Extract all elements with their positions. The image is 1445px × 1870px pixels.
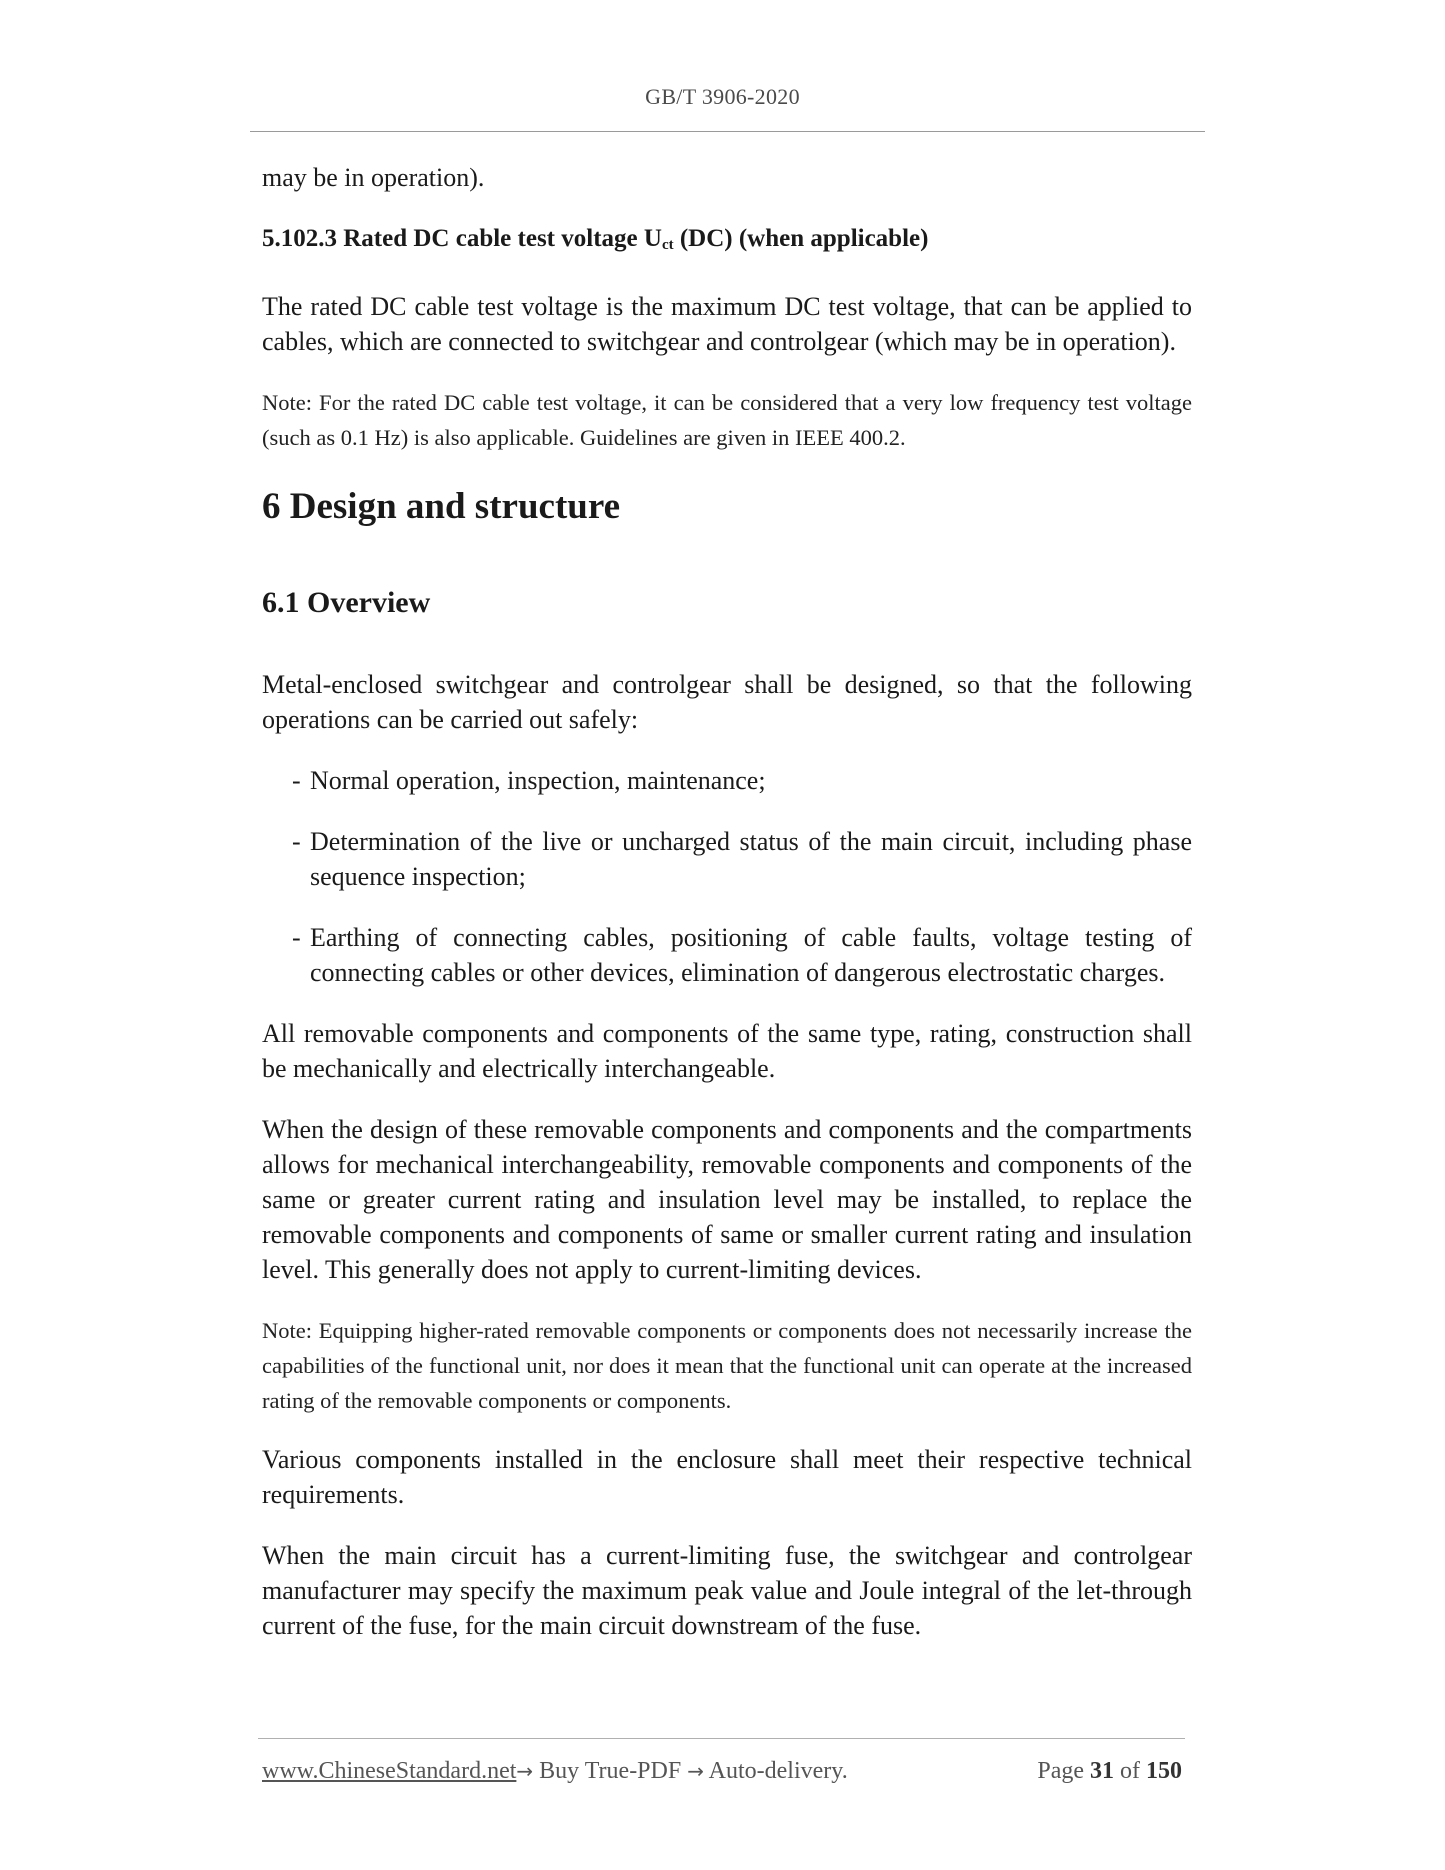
chinesestandard-link[interactable]: www.ChineseStandard.net	[262, 1758, 517, 1784]
list-item: - Normal operation, inspection, maintenance;	[292, 766, 766, 795]
note: Note: For the rated DC cable test voltage, it can be considered that a very low frequency test voltage (such as 0.1 Hz) is also applicable. Guidelines are given in IEEE 400.2.	[262, 390, 1192, 450]
footer-divider	[258, 1738, 1185, 1739]
header-divider	[250, 131, 1205, 132]
section-heading-6: 6 Design and structure	[262, 486, 621, 527]
paragraph: Metal-enclosed switchgear and controlgear shall be designed, so that the following operations can be carried out safely:	[262, 670, 1192, 734]
document-body	[262, 160, 1192, 1669]
operations-list	[262, 763, 1192, 990]
paragraph: Various components installed in the enclosure shall meet their respective technical requirements.	[262, 1445, 1192, 1509]
arrow-right-icon: →	[516, 1759, 534, 1783]
clause-title-rest: (DC) (when applicable)	[673, 225, 929, 252]
clause-title: 5.102.3 Rated DC cable test voltage U	[262, 225, 662, 252]
clause-heading-5-102-3	[262, 221, 1192, 263]
paragraph: All removable components and components of the same type, rating, construction shall be mechanically and electrically interchangeable.	[262, 1019, 1192, 1083]
clause-subscript: ct	[661, 237, 674, 253]
paragraph: The rated DC cable test voltage is the maximum DC test voltage, that can be applied to cables, which are connected to switchgear and controlgear (which may be in operation).	[262, 292, 1192, 356]
arrow-right-icon: →	[687, 1759, 704, 1783]
current-page: 31	[1090, 1758, 1114, 1784]
paragraph: When the main circuit has a current-limiting fuse, the switchgear and controlgear manufacturer may specify the maximum peak value and Joule integral of the let-through current of the fuse, for the main circuit downstream of the fuse.	[262, 1541, 1192, 1640]
subsection-heading-6-1: 6.1 Overview	[262, 586, 431, 619]
list-item: - Determination of the live or uncharged status of the main circuit, including phase sequence inspection;	[292, 827, 1192, 891]
total-pages: 150	[1146, 1758, 1182, 1784]
paragraph: When the design of these removable components and components and the compartments allows for mechanical interchangeability, removable components and components of the same or greater current rating and insulation level may be installed, to replace the removable components and components of same or smaller current rating and insulation level. This generally does not apply to current-limiting devices.	[262, 1115, 1192, 1284]
page-header: GB/T 3906-2020	[645, 84, 800, 109]
buy-true-pdf-text: Buy True-PDF	[533, 1758, 688, 1784]
continued-paragraph: may be in operation).	[262, 163, 485, 192]
list-item: - Earthing of connecting cables, positioning of cable faults, voltage testing of connecting cables or other devices, elimination of dangerous electrostatic charges.	[292, 923, 1192, 987]
note: Note: Equipping higher-rated removable components or components does not necessarily increase the capabilities of the functional unit, nor does it mean that the functional unit can operate at the increased rating of the removable components or components.	[262, 1318, 1192, 1413]
auto-delivery-text: Auto-delivery.	[703, 1758, 848, 1784]
page-number: Page 31 of 150	[1037, 1758, 1182, 1784]
